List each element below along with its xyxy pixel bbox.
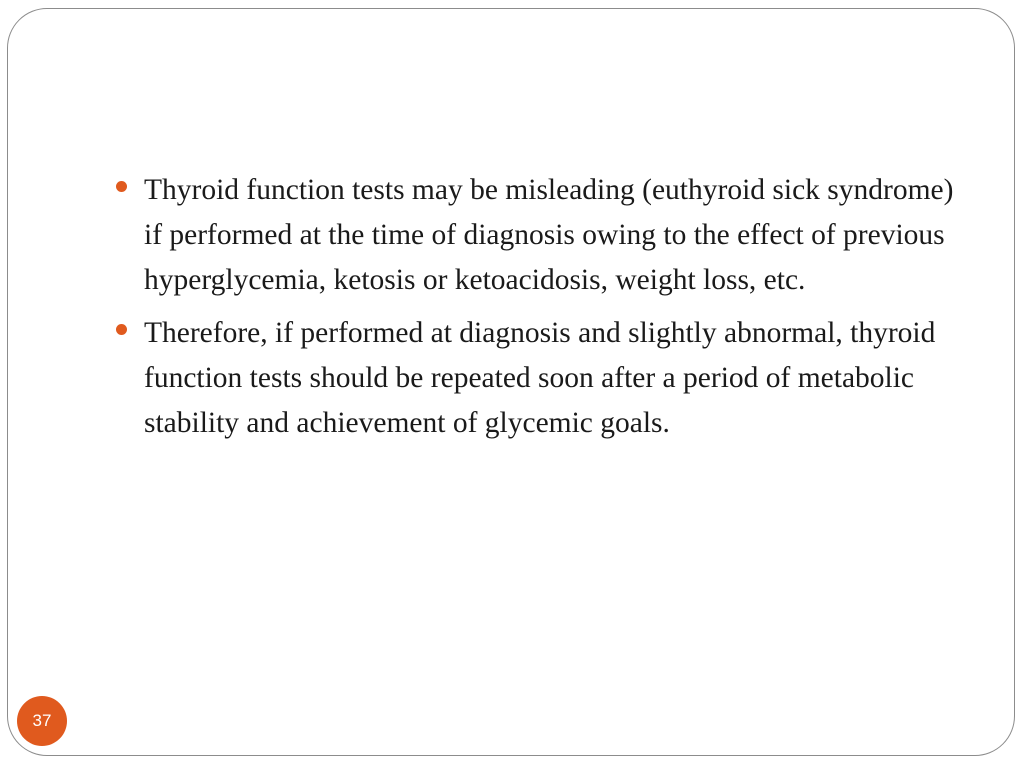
bullet-dot-icon	[116, 324, 127, 335]
bullet-dot-icon	[116, 181, 127, 192]
page-number: 37	[32, 711, 52, 730]
bullet-text: Thyroid function tests may be misleading (euthyroid sick syndrome) if performed at the time of diagnosis owing to the effect of previous hyperglycemia, ketosis or ketoacidosis, weight loss, etc.	[144, 174, 954, 296]
page-number-badge	[17, 696, 67, 746]
bullet-text: Therefore, if performed at diagnosis and slightly abnormal, thyroid function tests should be repeated soon after a period of metabolic stability and achievement of glycemic goals.	[144, 317, 936, 439]
bullet-item	[113, 311, 963, 446]
slide-body	[113, 168, 963, 454]
bullet-item	[113, 168, 963, 303]
